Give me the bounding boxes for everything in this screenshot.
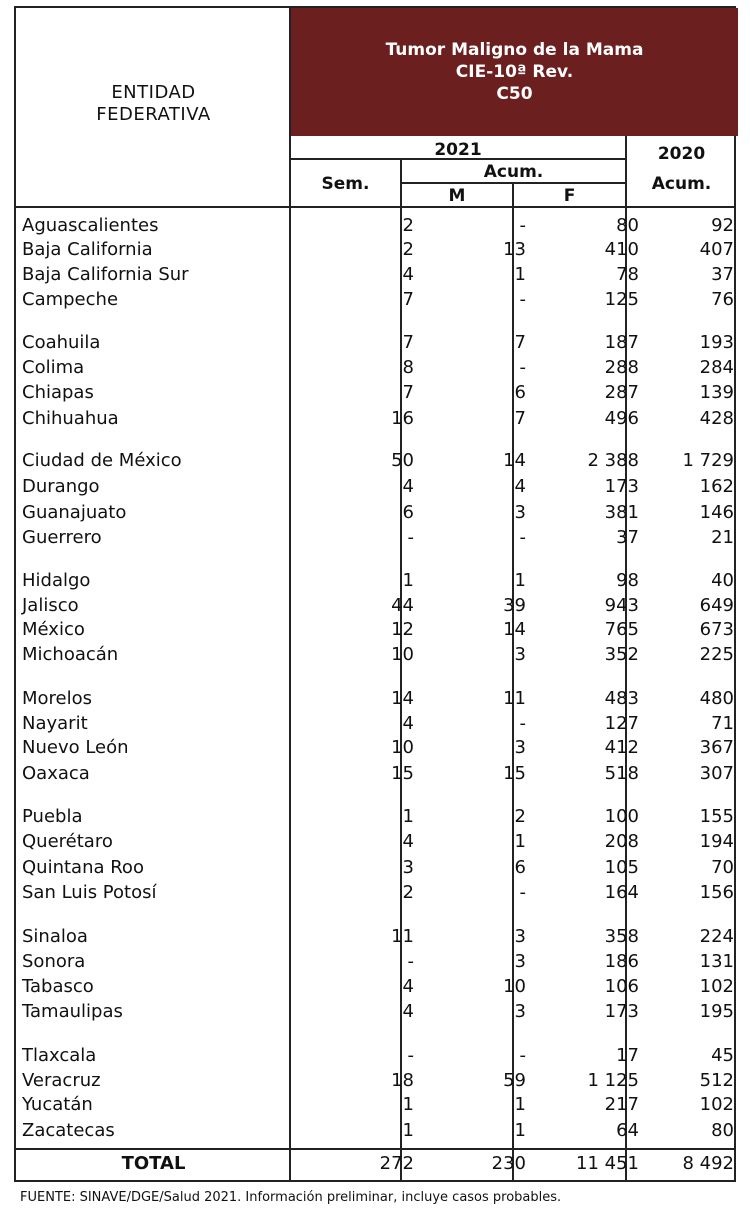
sem-value: 1 — [402, 1120, 414, 1141]
total-sem: 272 — [379, 1153, 414, 1174]
state-name: Campeche — [22, 289, 119, 310]
acum-2020-value: 76 — [711, 289, 734, 310]
source-note: FUENTE: SINAVE/DGE/Salud 2021. Información preliminar, incluye casos probables. — [20, 1190, 562, 1205]
sem-value: 12 — [391, 619, 414, 640]
table-row — [16, 502, 736, 526]
table-row — [16, 1045, 736, 1069]
acum-2020-value: 407 — [699, 239, 734, 260]
total-f: 11 451 — [576, 1153, 639, 1174]
state-name: Sonora — [22, 951, 86, 972]
sem-value: 4 — [402, 713, 414, 734]
entidad-line: ENTIDAD — [111, 82, 196, 103]
state-name: Tabasco — [22, 976, 94, 997]
acum-2020-value: 131 — [699, 951, 734, 972]
state-name: Michoacán — [22, 644, 119, 665]
m-value: - — [519, 882, 526, 903]
acum-2020-value: 146 — [699, 502, 734, 523]
acum-2020-value: 649 — [699, 595, 734, 616]
state-name: Puebla — [22, 806, 83, 827]
f-value: 173 — [604, 476, 639, 497]
table-row — [16, 215, 736, 239]
f-value: 187 — [604, 332, 639, 353]
sem-value: 14 — [391, 688, 414, 709]
acum-2020-value: 162 — [699, 476, 734, 497]
state-name: Baja California Sur — [22, 264, 189, 285]
state-name: Guerrero — [22, 527, 102, 548]
m-value: 15 — [503, 763, 526, 784]
acum-2020-value: 71 — [711, 713, 734, 734]
acum-2020-value: 70 — [711, 857, 734, 878]
title-line: CIE-10ª Rev. — [455, 62, 574, 82]
year-2021-header: 2021 — [434, 140, 482, 160]
f-value: 106 — [604, 976, 639, 997]
acum-2020-value: 40 — [711, 570, 734, 591]
state-name: Veracruz — [22, 1070, 101, 1091]
table-row — [16, 976, 736, 1000]
table-title — [291, 8, 738, 136]
state-name: Coahuila — [22, 332, 101, 353]
sem-value: 1 — [402, 1094, 414, 1115]
table-row — [16, 570, 736, 594]
state-name: Jalisco — [22, 595, 79, 616]
acum-2020-value: 156 — [699, 882, 734, 903]
acum-2020-value: 193 — [699, 332, 734, 353]
m-value: - — [519, 527, 526, 548]
table-row — [16, 806, 736, 830]
table-row — [16, 595, 736, 619]
state-name: Tamaulipas — [22, 1001, 123, 1022]
sem-value: 2 — [402, 239, 414, 260]
state-name: México — [22, 619, 85, 640]
state-name: Baja California — [22, 239, 153, 260]
table-row — [16, 882, 736, 906]
year-2020-header: 2020 — [657, 144, 706, 164]
m-value: 14 — [503, 619, 526, 640]
state-name: Aguascalientes — [22, 215, 159, 236]
acum-2020-value: 480 — [699, 688, 734, 709]
m-value: 1 — [514, 831, 526, 852]
f-value: 288 — [604, 357, 639, 378]
f-value: 1 125 — [587, 1070, 639, 1091]
sem-value: 7 — [402, 382, 414, 403]
f-value: 217 — [604, 1094, 639, 1115]
m-value: 6 — [514, 857, 526, 878]
m-value: 3 — [514, 926, 526, 947]
f-value: 64 — [616, 1120, 639, 1141]
acum-2020-value: 37 — [711, 264, 734, 285]
acum-2020-value: 102 — [699, 1094, 734, 1115]
table-row — [16, 644, 736, 668]
m-value: 1 — [514, 1120, 526, 1141]
table-row — [16, 332, 736, 356]
f-value: 2 388 — [587, 450, 639, 471]
sem-value: - — [407, 527, 414, 548]
f-value: 173 — [604, 1001, 639, 1022]
m-value: 11 — [503, 688, 526, 709]
m-value: 3 — [514, 951, 526, 972]
acum-2020-value: 155 — [699, 806, 734, 827]
table-row — [16, 476, 736, 500]
acum-2020-header: Acum. — [651, 174, 712, 194]
acum-header: Acum. — [483, 162, 544, 182]
state-name: Colima — [22, 357, 85, 378]
acum-2020-value: 224 — [699, 926, 734, 947]
acum-2020-value: 21 — [711, 527, 734, 548]
sem-value: 1 — [402, 570, 414, 591]
state-name: Morelos — [22, 688, 93, 709]
sem-value: 2 — [402, 215, 414, 236]
divider — [14, 206, 736, 208]
sem-value: 15 — [391, 763, 414, 784]
table-row — [16, 1001, 736, 1025]
f-value: 125 — [604, 289, 639, 310]
m-value: - — [519, 713, 526, 734]
table-row — [16, 831, 736, 855]
sem-value: 4 — [402, 476, 414, 497]
state-name: San Luis Potosí — [22, 882, 157, 903]
m-header: M — [448, 186, 466, 206]
sem-value: 16 — [391, 408, 414, 429]
table-row — [16, 527, 736, 551]
f-value: 412 — [604, 737, 639, 758]
f-value: 127 — [604, 713, 639, 734]
m-value: 1 — [514, 1094, 526, 1115]
state-name: Durango — [22, 476, 100, 497]
f-value: 37 — [616, 527, 639, 548]
f-value: 100 — [604, 806, 639, 827]
state-name: Yucatán — [22, 1094, 93, 1115]
state-name: Oaxaca — [22, 763, 90, 784]
table-row — [16, 713, 736, 737]
total-row — [16, 1150, 736, 1180]
m-value: 14 — [503, 450, 526, 471]
sem-value: - — [407, 951, 414, 972]
acum-2020-value: 194 — [699, 831, 734, 852]
table-row — [16, 450, 736, 474]
sem-value: - — [407, 1045, 414, 1066]
f-value: 287 — [604, 382, 639, 403]
total-m: 230 — [491, 1153, 526, 1174]
state-name: Guanajuato — [22, 502, 127, 523]
f-value: 358 — [604, 926, 639, 947]
table-row — [16, 688, 736, 712]
f-value: 17 — [616, 1045, 639, 1066]
m-value: 3 — [514, 1001, 526, 1022]
sem-value: 10 — [391, 737, 414, 758]
f-value: 186 — [604, 951, 639, 972]
sem-value: 44 — [391, 595, 414, 616]
sem-value: 11 — [391, 926, 414, 947]
divider — [400, 182, 625, 184]
sem-value: 4 — [402, 831, 414, 852]
m-value: 3 — [514, 502, 526, 523]
f-value: 518 — [604, 763, 639, 784]
acum-2020-value: 80 — [711, 1120, 734, 1141]
state-name: Hidalgo — [22, 570, 91, 591]
m-value: - — [519, 357, 526, 378]
sem-value: 4 — [402, 1001, 414, 1022]
m-value: 3 — [514, 644, 526, 665]
f-value: 765 — [604, 619, 639, 640]
state-name: Chiapas — [22, 382, 94, 403]
sem-value: 3 — [402, 857, 414, 878]
f-value: 352 — [604, 644, 639, 665]
table-row — [16, 289, 736, 313]
entidad-header — [16, 82, 291, 126]
acum-2020-value: 367 — [699, 737, 734, 758]
f-value: 410 — [604, 239, 639, 260]
sem-value: 2 — [402, 882, 414, 903]
f-value: 381 — [604, 502, 639, 523]
divider — [400, 160, 402, 1182]
total-label: TOTAL — [121, 1153, 186, 1174]
m-value: - — [519, 289, 526, 310]
table-row — [16, 737, 736, 761]
acum-2020-value: 45 — [711, 1045, 734, 1066]
acum-2020-value: 102 — [699, 976, 734, 997]
m-value: 13 — [503, 239, 526, 260]
m-value: 4 — [514, 476, 526, 497]
table-row — [16, 1094, 736, 1118]
table-row — [16, 264, 736, 288]
m-value: 10 — [503, 976, 526, 997]
f-value: 80 — [616, 215, 639, 236]
acum-2020-value: 428 — [699, 408, 734, 429]
f-value: 164 — [604, 882, 639, 903]
acum-2020-value: 195 — [699, 1001, 734, 1022]
m-value: - — [519, 1045, 526, 1066]
m-value: 1 — [514, 264, 526, 285]
f-value: 483 — [604, 688, 639, 709]
state-name: Nuevo León — [22, 737, 129, 758]
m-value: 7 — [514, 332, 526, 353]
state-name: Chihuahua — [22, 408, 119, 429]
sem-value: 7 — [402, 289, 414, 310]
acum-2020-value: 673 — [699, 619, 734, 640]
sem-value: 4 — [402, 264, 414, 285]
m-value: 3 — [514, 737, 526, 758]
table-row — [16, 619, 736, 643]
acum-2020-value: 284 — [699, 357, 734, 378]
sem-value: 50 — [391, 450, 414, 471]
entidad-line: FEDERATIVA — [96, 104, 211, 125]
total-acum-2020: 8 492 — [682, 1153, 734, 1174]
table-row — [16, 1120, 736, 1144]
acum-2020-value: 512 — [699, 1070, 734, 1091]
m-value: 2 — [514, 806, 526, 827]
table-row — [16, 408, 736, 432]
f-value: 943 — [604, 595, 639, 616]
table-row — [16, 857, 736, 881]
sem-value: 7 — [402, 332, 414, 353]
state-name: Nayarit — [22, 713, 88, 734]
state-name: Tlaxcala — [22, 1045, 97, 1066]
sem-value: 6 — [402, 502, 414, 523]
table-row — [16, 763, 736, 787]
f-value: 208 — [604, 831, 639, 852]
acum-2020-value: 1 729 — [682, 450, 734, 471]
state-name: Quintana Roo — [22, 857, 144, 878]
state-name: Ciudad de México — [22, 450, 182, 471]
table-row — [16, 1070, 736, 1094]
f-header: F — [563, 186, 576, 206]
acum-2020-value: 225 — [699, 644, 734, 665]
table-row — [16, 382, 736, 406]
state-name: Sinaloa — [22, 926, 88, 947]
m-value: 7 — [514, 408, 526, 429]
table-row — [16, 239, 736, 263]
state-name: Zacatecas — [22, 1120, 115, 1141]
state-name: Querétaro — [22, 831, 113, 852]
m-value: 6 — [514, 382, 526, 403]
sem-value: 8 — [402, 357, 414, 378]
f-value: 105 — [604, 857, 639, 878]
f-value: 98 — [616, 570, 639, 591]
table-row — [16, 357, 736, 381]
table-row — [16, 926, 736, 950]
f-value: 78 — [616, 264, 639, 285]
sem-value: 10 — [391, 644, 414, 665]
table-row — [16, 951, 736, 975]
acum-2020-value: 307 — [699, 763, 734, 784]
f-value: 496 — [604, 408, 639, 429]
acum-2020-value: 139 — [699, 382, 734, 403]
m-value: 59 — [503, 1070, 526, 1091]
sem-header: Sem. — [321, 174, 370, 194]
m-value: 1 — [514, 570, 526, 591]
m-value: - — [519, 215, 526, 236]
title-line: Tumor Maligno de la Mama — [385, 40, 644, 60]
m-value: 39 — [503, 595, 526, 616]
sem-value: 1 — [402, 806, 414, 827]
acum-2020-value: 92 — [711, 215, 734, 236]
sem-value: 4 — [402, 976, 414, 997]
sem-value: 18 — [391, 1070, 414, 1091]
title-line: C50 — [496, 84, 533, 104]
